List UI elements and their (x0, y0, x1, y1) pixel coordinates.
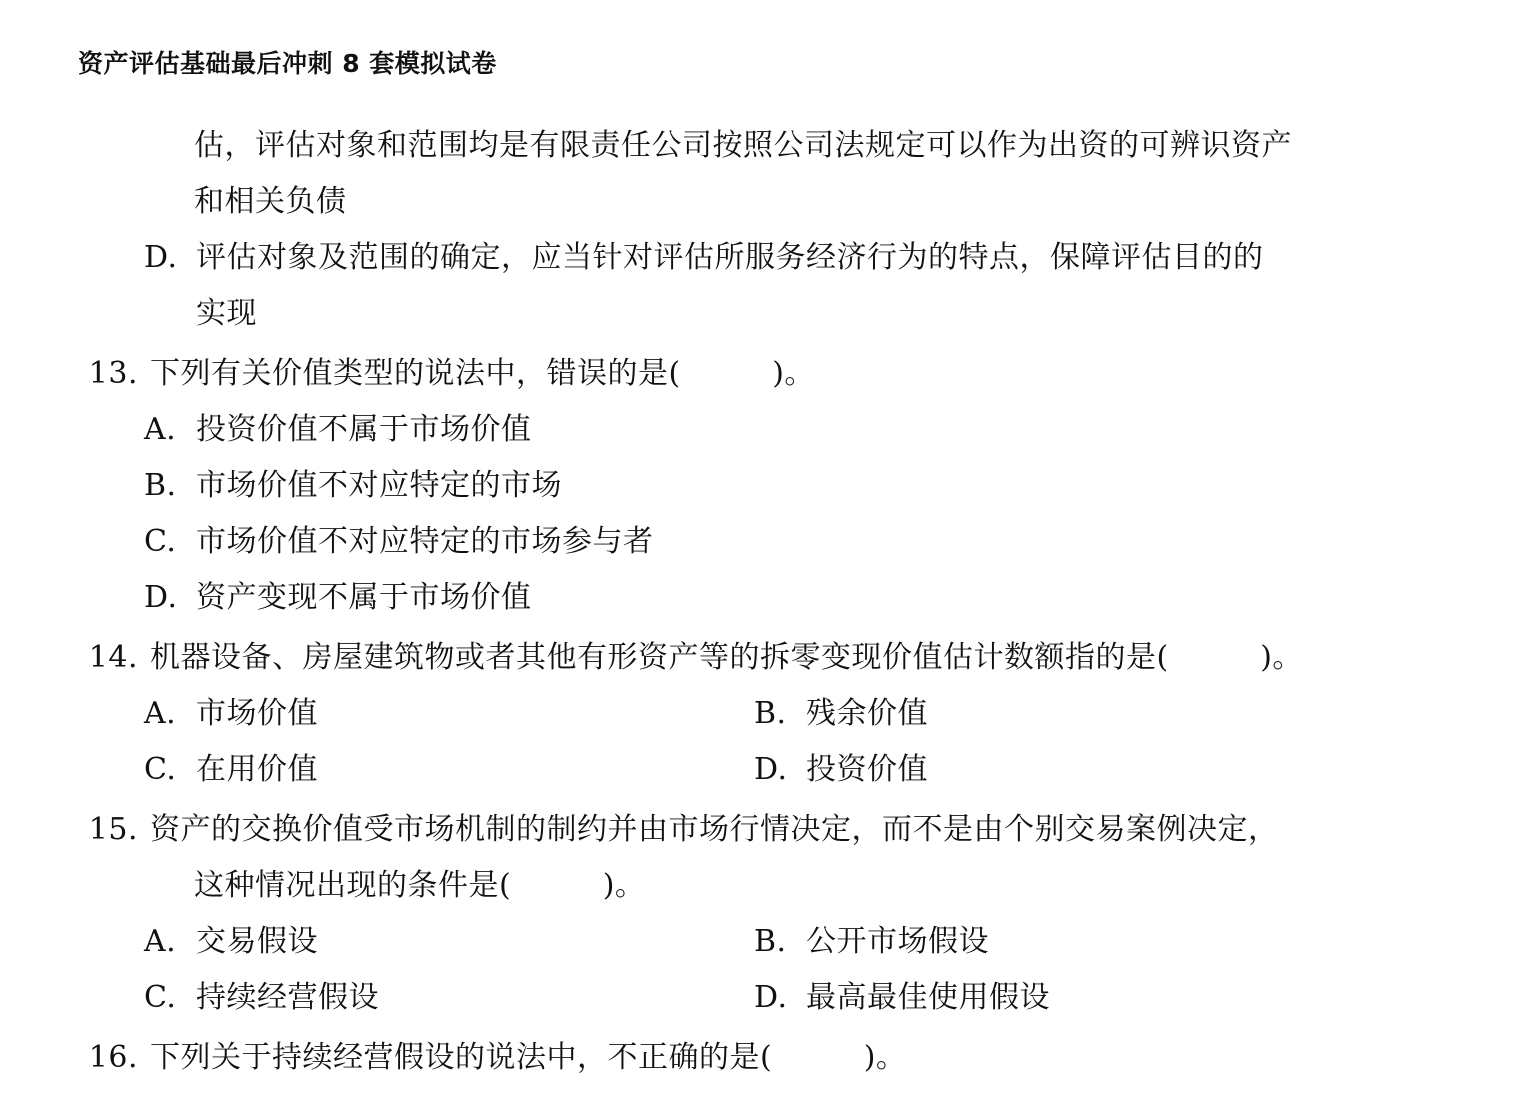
question-number: 13. (88, 356, 138, 391)
question-14 (78, 630, 1478, 798)
page-body (78, 118, 1478, 1090)
option-letter: D. (144, 240, 178, 275)
option-text: 交易假设 (196, 924, 318, 959)
carryover-option-d-line-2: 实现 (196, 296, 257, 331)
question-13-option-c[interactable] (78, 514, 1478, 570)
option-text: 投资价值不属于市场价值 (196, 412, 532, 447)
question-14-options-row-1 (78, 686, 1478, 742)
question-15-option-c[interactable] (144, 970, 754, 1026)
option-letter: D. (754, 752, 788, 787)
question-16-stem (78, 1030, 1478, 1086)
question-16 (78, 1030, 1478, 1086)
option-letter: A. (144, 696, 177, 731)
question-number: 14. (88, 640, 138, 675)
option-text: 公开市场假设 (806, 924, 989, 959)
question-13-option-d[interactable] (78, 570, 1478, 626)
question-15-options-row-2 (78, 970, 1478, 1026)
question-15-options-row-1 (78, 914, 1478, 970)
option-letter: B. (144, 468, 177, 503)
option-text: 最高最佳使用假设 (806, 980, 1050, 1015)
option-letter: B. (754, 924, 787, 959)
question-14-option-c[interactable] (144, 742, 754, 798)
question-15-option-d[interactable] (754, 970, 1478, 1026)
question-13-stem (78, 346, 1478, 402)
option-text: 市场价值不对应特定的市场 (196, 468, 562, 503)
question-stem-text: 机器设备、房屋建筑物或者其他有形资产等的拆零变现价值估计数额指的是( )。 (150, 640, 1303, 675)
option-text: 市场价值不对应特定的市场参与者 (196, 524, 654, 559)
carryover-option-d[interactable] (78, 230, 1478, 286)
option-letter: B. (754, 696, 787, 731)
question-14-option-d[interactable] (754, 742, 1478, 798)
option-text: 市场价值 (196, 696, 318, 731)
option-text: 投资价值 (806, 752, 928, 787)
carryover-block (78, 118, 1478, 342)
option-letter: C. (144, 752, 177, 787)
carryover-line-2: 和相关负债 (194, 184, 347, 219)
question-13-option-b[interactable] (78, 458, 1478, 514)
question-14-option-a[interactable] (144, 686, 754, 742)
question-15-stem-line-2: 这种情况出现的条件是( )。 (194, 868, 646, 903)
option-text: 持续经营假设 (196, 980, 379, 1015)
option-text: 残余价值 (806, 696, 928, 731)
option-letter: C. (144, 524, 177, 559)
question-number: 15. (88, 812, 138, 847)
question-15-stem (78, 802, 1478, 858)
question-15-option-b[interactable] (754, 914, 1478, 970)
option-letter: A. (144, 412, 177, 447)
option-text: 在用价值 (196, 752, 318, 787)
option-letter: A. (144, 924, 177, 959)
question-stem-text: 资产的交换价值受市场机制的制约并由市场行情决定，而不是由个别交易案例决定， (150, 812, 1279, 847)
question-15-option-a[interactable] (144, 914, 754, 970)
question-14-stem (78, 630, 1478, 686)
running-header-title: 资产评估基础最后冲刺 8 套模拟试卷 (78, 49, 497, 78)
option-letter: D. (144, 580, 178, 615)
option-letter: D. (754, 980, 788, 1015)
question-14-option-b[interactable] (754, 686, 1478, 742)
question-14-options-row-2 (78, 742, 1478, 798)
question-13-option-a[interactable] (78, 402, 1478, 458)
question-number: 16. (88, 1040, 138, 1075)
question-stem-text: 下列关于持续经营假设的说法中，不正确的是( )。 (150, 1040, 907, 1075)
option-letter: C. (144, 980, 177, 1015)
question-stem-text: 下列有关价值类型的说法中，错误的是( )。 (150, 356, 815, 391)
carryover-line-1: 估，评估对象和范围均是有限责任公司按照公司法规定可以作为出资的可辨识资产 (194, 128, 1292, 163)
option-text: 评估对象及范围的确定，应当针对评估所服务经济行为的特点，保障评估目的的 (196, 240, 1264, 275)
question-13 (78, 346, 1478, 626)
option-text: 资产变现不属于市场价值 (196, 580, 532, 615)
question-15 (78, 802, 1478, 1026)
